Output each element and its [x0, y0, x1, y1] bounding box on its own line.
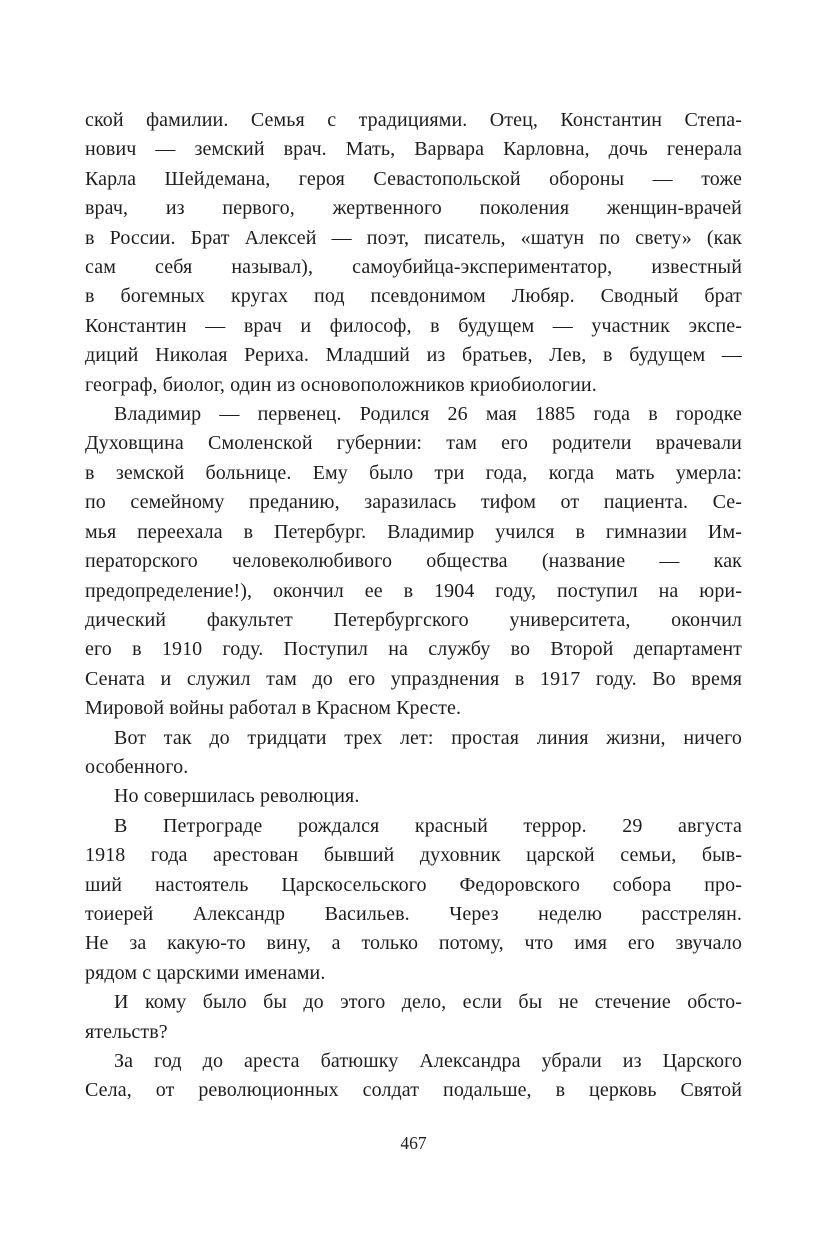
text-line: дический факультет Петербургского университета, окончил — [85, 608, 742, 631]
paragraph — [85, 988, 742, 1047]
paragraph — [85, 106, 742, 400]
text-line: Мировой войны работал в Красном Кресте. — [85, 697, 462, 720]
text-line: в земской больнице. Ему было три года, когда мать умерла: — [85, 461, 742, 484]
text-line: Духовщина Смоленской губернии: там его родители врачевали — [85, 432, 742, 455]
text-line: Вот так до тридцати трех лет: простая линия жизни, ничего — [114, 726, 742, 749]
paragraph — [85, 400, 742, 723]
text-line: ший настоятель Царскосельского Федоровского собора про- — [85, 873, 742, 896]
text-line: ской фамилии. Семья с традициями. Отец, Константин Степа- — [85, 109, 742, 131]
text-line: мья переехала в Петербург. Владимир учился в гимназии Им- — [85, 520, 742, 543]
text-block — [85, 106, 742, 1106]
text-line: Но совершилась революция. — [114, 785, 360, 808]
text-line: по семейному преданию, заразилась тифом от пациента. Се- — [85, 491, 742, 514]
text-line: рядом с царскими именами. — [85, 961, 326, 984]
paragraph — [85, 782, 742, 811]
text-line: Села, от революционных солдат подальше, в церковь Святой — [85, 1079, 742, 1102]
paragraph — [85, 1047, 742, 1106]
text-line: предопределение!), окончил ее в 1904 году, поступил на юри- — [85, 579, 742, 602]
text-line: географ, биолог, один из основоположников криобиологии. — [85, 373, 597, 396]
text-line: особенного. — [85, 755, 189, 778]
paragraph — [85, 724, 742, 783]
text-line: диций Николая Рериха. Младший из братьев, Лев, в будущем — — [85, 344, 742, 367]
text-line: Константин — врач и философ, в будущем — участник экспе- — [85, 314, 742, 337]
text-line: В Петрограде рождался красный террор. 29 августа — [114, 814, 742, 837]
text-line: За год до ареста батюшку Александра убрали из Царского — [114, 1050, 742, 1072]
text-line: ператорского человеколюбивого общества (название — как — [85, 550, 742, 573]
text-line: в богемных кругах под псевдонимом Любяр. Сводный брат — [85, 285, 742, 308]
text-line: Карла Шейдемана, героя Севастопольской обороны — тоже — [85, 167, 742, 190]
text-line: ятельств? — [85, 1020, 168, 1043]
text-line: Владимир — первенец. Родился 26 мая 1885 года в городке — [114, 403, 742, 426]
text-line: сам себя называл), самоубийца-экспериментатор, известный — [85, 256, 742, 279]
page-number: 467 — [400, 1133, 427, 1153]
text-line: Сената и служил там до его упразднения в 1917 году. Во время — [85, 667, 742, 690]
text-line: нович — земский врач. Мать, Варвара Карловна, дочь генерала — [85, 138, 742, 161]
text-line: в России. Брат Алексей — поэт, писатель, «шатун по свету» (как — [85, 226, 742, 249]
paragraph — [85, 812, 742, 988]
text-line: Не за какую-то вину, а только потому, что имя его звучало — [85, 932, 742, 955]
text-line: тоиерей Александр Васильев. Через неделю расстрелян. — [85, 902, 742, 925]
text-line: его в 1910 году. Поступил на службу во Второй департамент — [85, 638, 742, 661]
text-line: И кому было бы до этого дело, если бы не стечение обсто- — [114, 991, 742, 1014]
text-line: врач, из первого, жертвенного поколения женщин-врачей — [85, 197, 742, 220]
text-line: 1918 года арестован бывший духовник царской семьи, быв- — [85, 844, 742, 867]
